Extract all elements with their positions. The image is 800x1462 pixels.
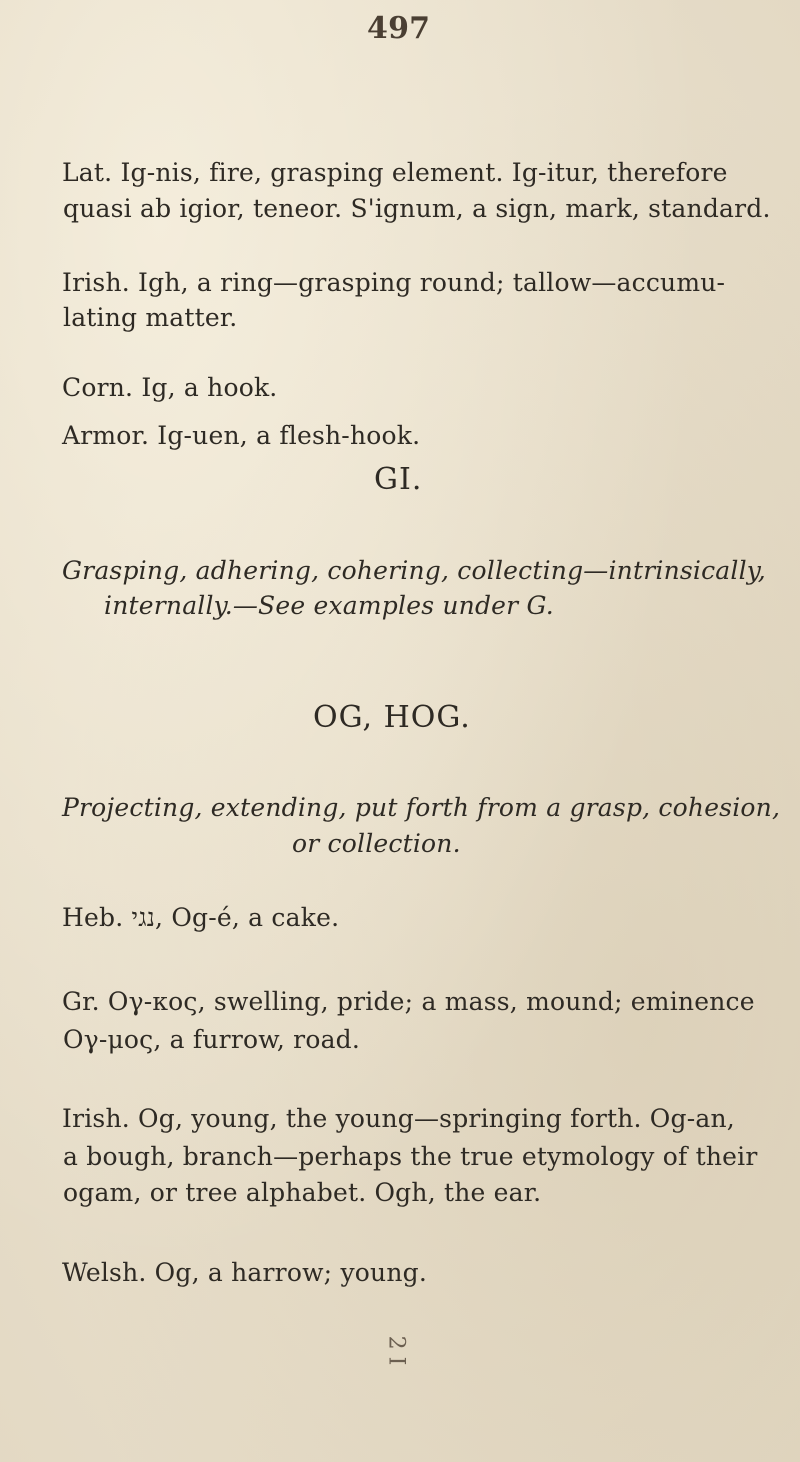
section-heading-og: OG, HOG. [313, 700, 471, 735]
entry-latin-line-2: quasi ab igior, teneor. S'ignum, a sign, mark, standard. [63, 194, 771, 223]
entry-cornish: Corn. Ig, a hook. [62, 373, 278, 402]
page-number: 497 [367, 11, 431, 46]
entry-irish-line-1: Irish. Igh, a ring—grasping round; tallow—accumu- [62, 268, 726, 297]
section-heading-gi: GI. [374, 462, 423, 497]
entry-irish-line-2: lating matter. [63, 303, 238, 332]
og-definition-line-2: or collection. [292, 829, 461, 858]
entry-greek-line-2: Oγ-μος, a furrow, road. [63, 1025, 361, 1054]
entry-greek-line-1: Gr. Oγ-κος, swelling, pride; a mass, mound; eminence [62, 987, 755, 1016]
og-definition-line-1: Projecting, extending, put forth from a grasp, cohesion, [62, 793, 781, 822]
entry-welsh: Welsh. Og, a harrow; young. [62, 1258, 427, 1287]
gi-definition-line-2: internally.—See examples under G. [104, 591, 554, 620]
entry-latin-line-1: Lat. Ig-nis, fire, grasping element. Ig-itur, therefore [62, 158, 728, 187]
entry-irish-og-line-2: a bough, branch—perhaps the true etymology of their [63, 1142, 758, 1171]
entry-irish-og-line-1: Irish. Og, young, the young—springing forth. Og-an, [62, 1104, 735, 1133]
entry-hebrew: Heb. נגי, Og-é, a cake. [62, 903, 340, 932]
entry-irish-og-line-3: ogam, or tree alphabet. Ogh, the ear. [63, 1178, 542, 1207]
entry-armorican: Armor. Ig-uen, a flesh-hook. [62, 421, 421, 450]
signature-mark: 2 I [383, 1335, 409, 1366]
gi-definition-line-1: Grasping, adhering, cohering, collecting—intrinsically, [62, 556, 766, 585]
